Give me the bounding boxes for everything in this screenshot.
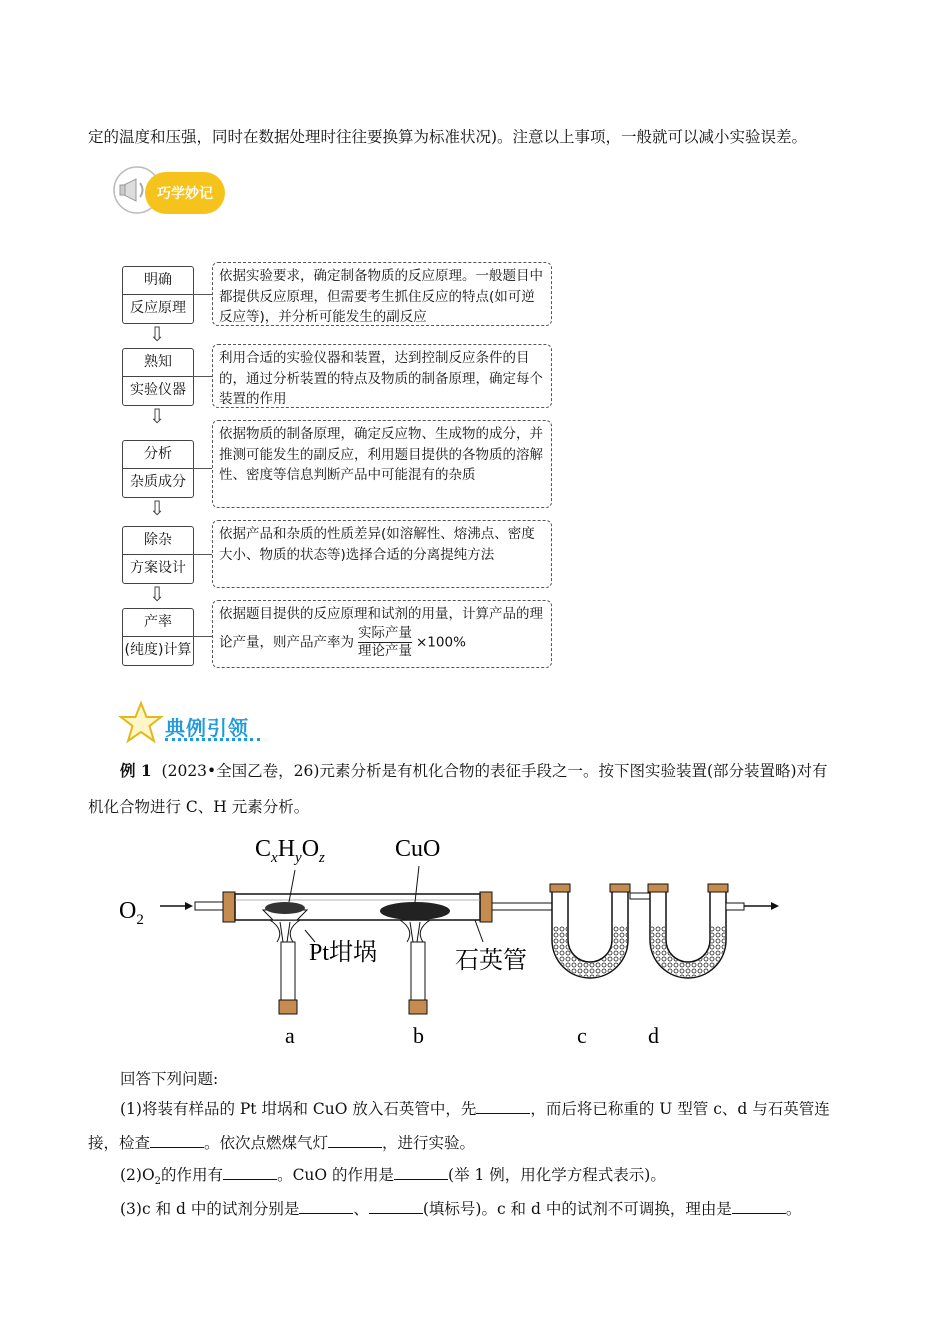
flow-step-subtitle: 杂质成分 <box>130 474 186 490</box>
flow-step <box>122 266 194 324</box>
flow-step-title: 明确 <box>123 267 193 295</box>
example-line1 <box>120 756 828 786</box>
flow-step <box>122 440 194 498</box>
label-c: c <box>577 1023 587 1048</box>
question-2: $(2)O_2$的作用有 。CuO 的作用是 (举 1 例，用化学方程式表示)。 <box>120 1166 666 1188</box>
cuo-granules <box>380 902 450 920</box>
cuo-label: CuO <box>395 836 441 862</box>
question-1-line2: 接，检查 。依次点燃煤气灯 ，进行实验。 <box>88 1134 476 1152</box>
flow-connector <box>192 376 212 377</box>
flow-connector <box>192 294 212 295</box>
flow-connector <box>192 468 212 469</box>
questions-intro: 回答下列问题: <box>120 1070 219 1088</box>
answer-blank[interactable] <box>732 1213 786 1214</box>
flow-step <box>122 608 194 666</box>
right-stopper <box>480 892 492 922</box>
down-arrow-icon: ⇩ <box>148 582 166 606</box>
u-tube-c <box>550 884 630 978</box>
flow-description: 依据物质的制备原理，确定反应物、生成物的成分，并推测可能发生的副反应，利用题目提供的各物质的溶解性、密度等信息判断产品中可能混有的杂质 <box>212 420 552 508</box>
example-text1: (2023•全国乙卷，26)元素分析是有机化合物的表征手段之一。按下图实验装置(部分装置略)对有 <box>161 762 828 780</box>
apparatus-diagram <box>115 830 795 1059</box>
flow-description: 利用合适的实验仪器和装置，达到控制反应条件的目的，通过分析装置的特点及物质的制备原理，确定每个装置的作用 <box>212 344 552 408</box>
inlet-tube <box>195 902 225 910</box>
flow-step-subtitle: 反应原理 <box>130 300 186 316</box>
question-3: (3)c 和 d 中的试剂分别是 、 (填标号)。c 和 d 中的试剂不可调换，理由是 。 <box>120 1200 802 1218</box>
quartz-tube-label: 石英管 <box>455 948 527 974</box>
flow-connector <box>192 554 212 555</box>
answer-blank[interactable] <box>223 1179 277 1180</box>
flow-step-title: 分析 <box>123 441 193 469</box>
question-1-line1: (1)将装有样品的 Pt 坩埚和 CuO 放入石英管中，先 ，而后将已称重的 U 型管 c、d 与石英管连 <box>120 1100 830 1118</box>
yield-fraction: $\frac{\text{实际产量}}{\text{理论产量}}$ <box>358 624 412 659</box>
burner-b <box>400 920 430 1014</box>
label-a: a <box>285 1023 295 1048</box>
flow-step-title: 产率 <box>123 609 193 637</box>
flow-step-subtitle: 实验仪器 <box>130 382 186 398</box>
o2-label: $O_2$ <box>119 898 144 928</box>
answer-blank[interactable] <box>394 1179 448 1180</box>
answer-blank[interactable] <box>369 1213 423 1214</box>
sample-formula: $C_xH_yO_z$ <box>255 836 325 866</box>
u-tube-d <box>648 884 728 978</box>
answer-blank[interactable] <box>299 1213 353 1214</box>
burner-a <box>270 920 300 1014</box>
sample <box>265 902 305 914</box>
flow-description: 依据产品和杂质的性质差异(如溶解性、熔沸点、密度大小、物质的状态等)选择合适的分离提纯方法 <box>212 520 552 588</box>
down-arrow-icon: ⇩ <box>148 322 166 346</box>
flow-step <box>122 348 194 406</box>
example-label: 例 1 <box>120 761 152 780</box>
flow-description: 依据题目提供的反应原理和试剂的用量，计算产品的理论产量，则产品产率为 $\frac{\text{实际产量}}{\text{理论产量}}$ ×100% <box>212 600 552 668</box>
down-arrow-icon: ⇩ <box>148 404 166 428</box>
flow-step-subtitle: 方案设计 <box>130 560 186 576</box>
label-b: b <box>413 1023 424 1048</box>
answer-blank[interactable] <box>328 1147 382 1148</box>
flow-step-title: 熟知 <box>123 349 193 377</box>
example-text2: 机化合物进行 C、H 元素分析。 <box>88 798 310 816</box>
section-title: 典例引领 <box>165 716 249 740</box>
tip-badge: 巧学妙记 <box>145 172 225 214</box>
down-arrow-icon: ⇩ <box>148 496 166 520</box>
pt-crucible-label: Pt坩埚 <box>309 940 378 966</box>
answer-blank[interactable] <box>476 1113 530 1114</box>
flow-step <box>122 526 194 584</box>
flow-description: 依据实验要求，确定制备物质的反应原理。一般题目中都提供反应原理，但需要考生抓住反应的特点(如可逆反应等)，并分析可能发生的副反应 <box>212 262 552 326</box>
star-icon <box>118 700 164 750</box>
answer-blank[interactable] <box>150 1147 204 1148</box>
label-d: d <box>648 1023 659 1048</box>
left-stopper <box>223 892 235 922</box>
flow-step-subtitle: (纯度)计算 <box>124 642 192 658</box>
intro-paragraph: 定的温度和压强，同时在数据处理时往往要换算为标准状况)。注意以上事项，一般就可以减小实验误差。 <box>88 128 808 146</box>
flow-step-title: 除杂 <box>123 527 193 555</box>
flow-connector <box>192 636 212 637</box>
title-dots <box>165 738 260 741</box>
